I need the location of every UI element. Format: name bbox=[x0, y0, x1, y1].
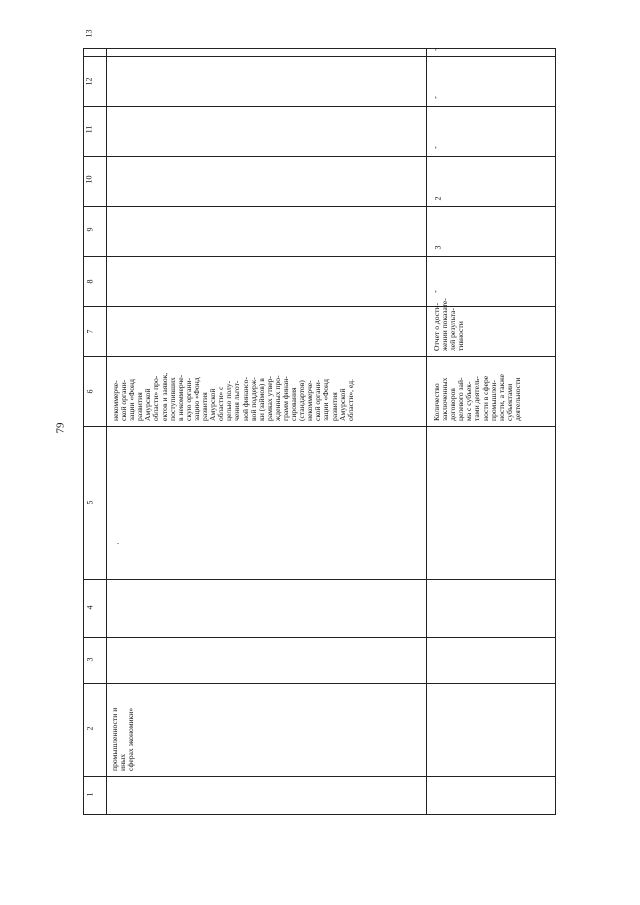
col-divider bbox=[84, 306, 555, 307]
cell-col2-upper: промышленности и иных сферах экономики» bbox=[110, 707, 136, 771]
column-number: 10 bbox=[84, 175, 94, 184]
page-number: 79 bbox=[54, 422, 67, 434]
column-number: 4 bbox=[85, 605, 95, 610]
col-divider bbox=[84, 579, 555, 580]
col-divider bbox=[84, 156, 555, 157]
column-number: 2 bbox=[85, 726, 95, 731]
row-divider bbox=[426, 49, 427, 814]
cell-col8-lower: - bbox=[430, 290, 440, 293]
cell-col6-upper: некоммерче- ской органи- зации «Фонд развития Амурской области» про- ектов и заявок, поступивших в некоммерче- скую органи- зацию «Фонд развития Амурской области» с целью полу- чения льгот- ной финансо- вой поддерж- ки (займов) в рамках утвер- жденных про- грамм финан- сирования (стандартов) некоммерче- ской органи- зации «Фонд развития Амурской области», ед. bbox=[111, 372, 355, 421]
col-divider bbox=[84, 56, 555, 57]
column-number: 12 bbox=[84, 77, 94, 86]
column-number: 3 bbox=[85, 657, 95, 662]
cell-col12-lower: - bbox=[430, 96, 440, 99]
col-divider bbox=[84, 776, 555, 777]
column-number: 7 bbox=[85, 329, 95, 334]
column-number: 1 bbox=[85, 792, 95, 797]
cell-col10-lower: 2 bbox=[433, 196, 443, 201]
col-divider bbox=[84, 426, 555, 427]
column-number: 11 bbox=[84, 125, 94, 134]
cell-col7-lower: Отчет о дости- жении показате- лей результа- тивности bbox=[432, 298, 466, 351]
cell-col9-lower-visible: 3 bbox=[433, 245, 443, 250]
col-divider bbox=[84, 106, 555, 107]
header-divider bbox=[106, 49, 107, 814]
cell-col6-lower: Количество заключенных договоров целевого зай- ма с субъек- тами деятель- ности в сфере промышлен- ности, а также субъектами деятельности bbox=[432, 374, 522, 421]
column-number: 8 bbox=[85, 279, 95, 284]
col-divider bbox=[84, 683, 555, 684]
col-divider bbox=[84, 637, 555, 638]
cell-col13-lower: - bbox=[430, 48, 440, 51]
data-table bbox=[83, 29, 556, 815]
column-number: 13 bbox=[84, 29, 94, 38]
column-number: 6 bbox=[85, 389, 95, 394]
column-number: 9 bbox=[85, 227, 95, 232]
cell-col11-lower: - bbox=[430, 146, 440, 149]
column-number: 5 bbox=[85, 500, 95, 505]
col-divider bbox=[84, 256, 555, 257]
col-divider bbox=[84, 206, 555, 207]
cell-col5-upper: . bbox=[111, 542, 121, 545]
col-divider bbox=[84, 356, 555, 357]
